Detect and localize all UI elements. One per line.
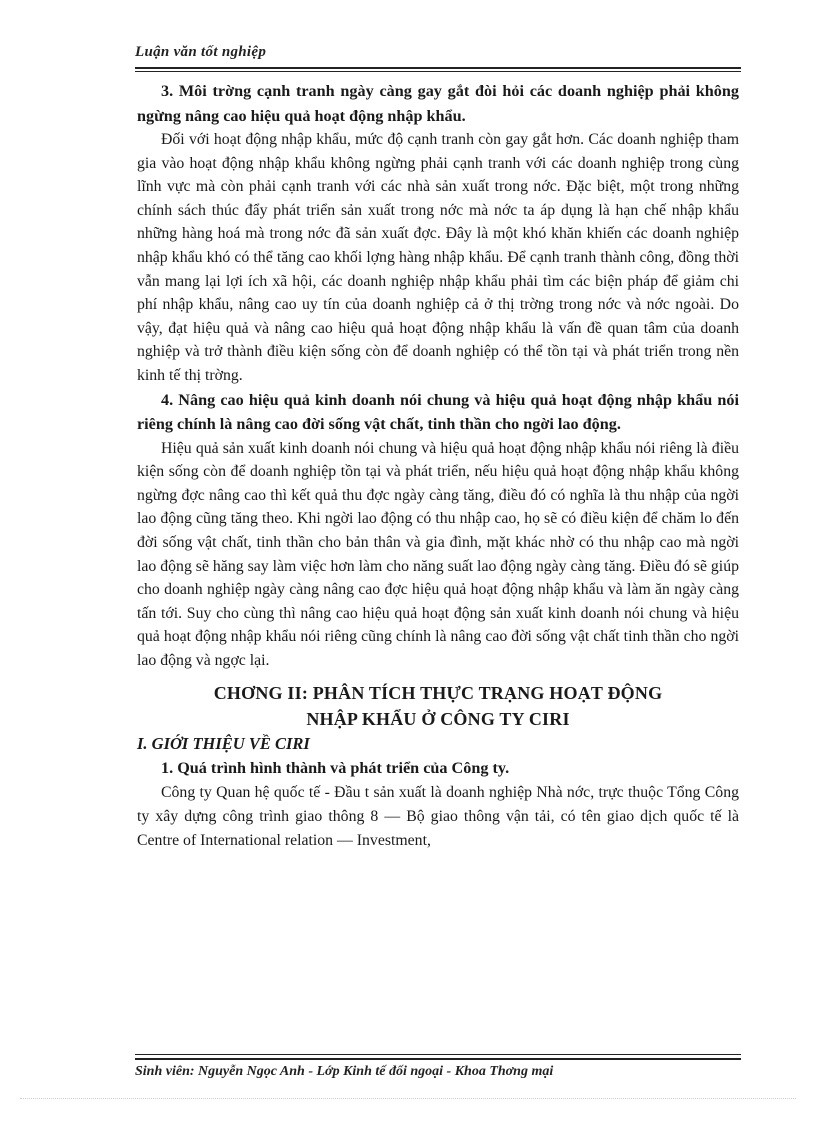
header-rule-thin <box>135 71 741 72</box>
page-body <box>137 79 739 852</box>
chapter-title-line-2: NHẬP KHẨU Ở CÔNG TY CIRI <box>306 709 570 730</box>
heading-4: 4. Nâng cao hiệu quả kinh doanh nói chung và hiệu quả hoạt động nhập khẩu nói riêng chính là nâng cao đời sống vật chất, tinh thần cho ngời lao động. <box>137 390 739 434</box>
paragraph-2: Hiệu quả sản xuất kinh doanh nói chung và hiệu quả hoạt động nhập khẩu nói riêng là điều kiện sống còn để doanh nghiệp tồn tại và phát triển, nếu hiệu quả hoạt động nhập khẩu không ngừng đợc nâng cao thì kết quả thu đợc ngày càng tăng, điều đó có nghĩa là thu nhập của ngời lao động cũng tăng theo. Khi ngời lao động có thu nhập cao, họ sẽ có điều kiện để chăm lo đến đời sống vật chất, tinh thần cho bản thân và gia đình, mặt khác nhờ có thu nhập cao mà ngời lao động sẽ hăng say làm việc hơn làm cho năng suất lao động ngày càng tăng. Điều đó sẽ giúp cho doanh nghiệp ngày càng nâng cao đợc hiệu quả hoạt động nhập khẩu và làm ăn ngày càng tấn tới. Suy cho cùng thì nâng cao hiệu quả hoạt động sản xuất kinh doanh nói chung và hiệu quả hoạt động nhập khẩu nói riêng cũng chính là nâng cao đời sống vật chất tinh thần cho ngời lao động và ngợc lại. <box>137 439 739 669</box>
header-rule-thick <box>135 67 741 69</box>
page-bottom-dotted-line <box>20 1098 796 1099</box>
paragraph-1: Đối với hoạt động nhập khẩu, mức độ cạnh tranh còn gay gắt hơn. Các doanh nghiệp tham gia vào hoạt động nhập khẩu không ngừng phải cạnh tranh với các doanh nghiệp trong cùng lĩnh vực mà còn phải cạnh tranh với các nhà sản xuất trong nớc. Đặc biệt, một trong những chính sách thúc đẩy phát triển sản xuất trong nớc mà nớc ta áp dụng là hạn chế nhập khẩu những hàng hoá mà trong nớc đã sản xuất đợc. Đây là một khó khăn khiến các doanh nghiệp nhập khẩu khó có thể tăng cao khối lợng hàng nhập khẩu. Để cạnh tranh thành công, đồng thời vẫn mang lại lợi ích xã hội, các doanh nghiệp nhập khẩu phải tìm các biện pháp để giảm chi phí nhập khẩu, nâng cao uy tín của doanh nghiệp cả ở thị trờng trong nớc và nớc ngoài. Do vậy, đạt hiệu quả và nâng cao hiệu quả hoạt động nhập khẩu là vấn đề quan tâm của doanh nghiệp và trở thành điều kiện sống còn để doanh nghiệp có thể tồn tại và phát triển trong nền kinh tế thị trờng. <box>137 131 739 384</box>
running-footer: Sinh viên: Nguyễn Ngọc Anh - Lớp Kinh tế đối ngoại - Khoa Thơng mại <box>135 1064 554 1079</box>
section-heading: I. GIỚI THIỆU VỀ CIRI <box>137 734 310 754</box>
footer-rule-thin <box>135 1054 741 1055</box>
chapter-title <box>137 680 739 732</box>
paragraph-3: Công ty Quan hệ quốc tế - Đầu t sản xuất là doanh nghiệp Nhà nớc, trực thuộc Tổng Công ty xây dựng công trình giao thông 8 — Bộ giao thông vận tải, có tên giao dịch quốc tế là Centre of International relation — Investment, <box>137 784 739 849</box>
running-header: Luận văn tốt nghiệp <box>135 44 267 60</box>
chapter-title-line-1: CHƠNG II: PHÂN TÍCH THỰC TRẠNG HOẠT ĐỘNG <box>213 683 663 704</box>
subsection-heading: 1. Quá trình hình thành và phát triển của Công ty. <box>161 759 510 778</box>
footer-rule-thick <box>135 1058 741 1060</box>
heading-3: 3. Môi trờng cạnh tranh ngày càng gay gắt đòi hỏi các doanh nghiệp phải không ngừng nâng cao hiệu quả hoạt động nhập khẩu. <box>137 82 739 125</box>
